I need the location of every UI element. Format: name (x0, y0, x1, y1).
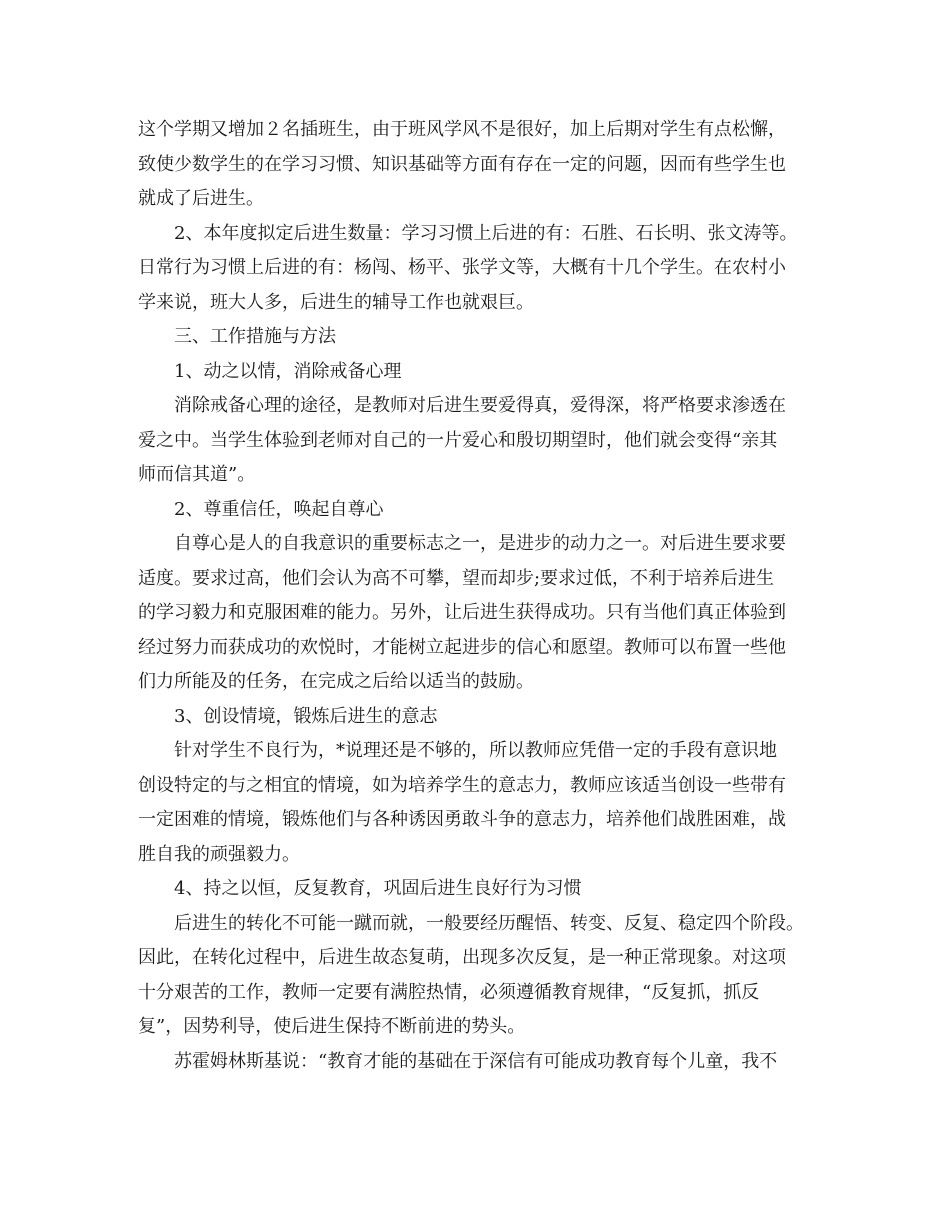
text-line: 后进生的转化不可能一蹴而就，一般要经历醒悟、转变、反复、稳定四个阶段。 (174, 912, 804, 934)
subsection-heading: 3、创设情境，锻炼后进生的意志 (174, 705, 438, 727)
subsection-heading: 2、尊重信任，唤起自尊心 (174, 498, 384, 520)
text-line: 日常行为习惯上后进的有：杨闯、杨平、张学文等，大概有十几个学生。在农村小 (138, 257, 786, 278)
text-line: 学来说，班大人多，后进生的辅导工作也就艰巨。 (138, 291, 534, 313)
text-line: 的学习毅力和克服困难的能力。另外，让后进生获得成功。只有当他们真正体验到 (138, 602, 786, 623)
text-line: 就成了后进生。 (138, 188, 264, 209)
text-line: 2、本年度拟定后进生数量：学习习惯上后进的有：石胜、石长明、张文涛等。 (174, 222, 798, 244)
text-line: 这个学期又增加２名插班生，由于班风学风不是很好，加上后期对学生有点松懈， (138, 119, 786, 140)
text-line: 消除戒备心理的途径，是教师对后进生要爱得真，爱得深，将严格要求渗透在 (174, 395, 786, 416)
text-line: 爱之中。当学生体验到老师对自己的一片爱心和殷切期望时，他们就会变得“亲其 (138, 429, 778, 451)
section-heading: 三、工作措施与方法 (174, 326, 336, 347)
text-line: 自尊心是人的自我意识的重要标志之一，是进步的动力之一。对后进生要求要 (174, 533, 786, 554)
document-body (138, 113, 826, 1079)
text-line: 复”，因势利导，使后进生保持不断前进的势头。 (138, 1016, 526, 1037)
text-line: 针对学生不良行为，*说理还是不够的，所以教师应凭借一定的手段有意识地 (174, 740, 777, 761)
text-line: 苏霍姆林斯基说：“教育才能的基础在于深信有可能成功教育每个儿童，我不 (174, 1050, 778, 1072)
subsection-heading: 1、动之以情，消除戒备心理 (174, 360, 402, 382)
subsection-heading: 4、持之以恒，反复教育，巩固后进生良好行为习惯 (174, 878, 582, 899)
text-line: 们力所能及的任务，在完成之后给以适当的鼓励。 (138, 671, 534, 692)
text-line: 致使少数学生的在学习习惯、知识基础等方面有存在一定的问题，因而有些学生也 (138, 153, 786, 175)
text-line: 创设特定的与之相宜的情境，如为培养学生的意志力，教师应该适当创设一些带有 (138, 774, 786, 796)
text-line: 胜自我的顽强毅力。 (138, 843, 300, 865)
text-line: 因此，在转化过程中，后进生故态复萌，出现多次反复，是一种正常现象。对这项 (138, 947, 786, 968)
text-line: 适度。要求过高，他们会认为高不可攀，望而却步;要求过低，不利于培养后进生 (138, 567, 775, 589)
text-line: 十分艰苦的工作，教师一定要有满腔热情，必须遵循教育规律，“反复抓，抓反 (138, 981, 760, 1003)
text-line: 一定困难的情境，锻炼他们与各种诱因勇敢斗争的意志力，培养他们战胜困难，战 (138, 809, 786, 830)
text-line: 经过努力而获成功的欢悦时，才能树立起进步的信心和愿望。教师可以布置一些他 (138, 636, 786, 658)
text-line: 师而信其道”。 (138, 464, 256, 485)
